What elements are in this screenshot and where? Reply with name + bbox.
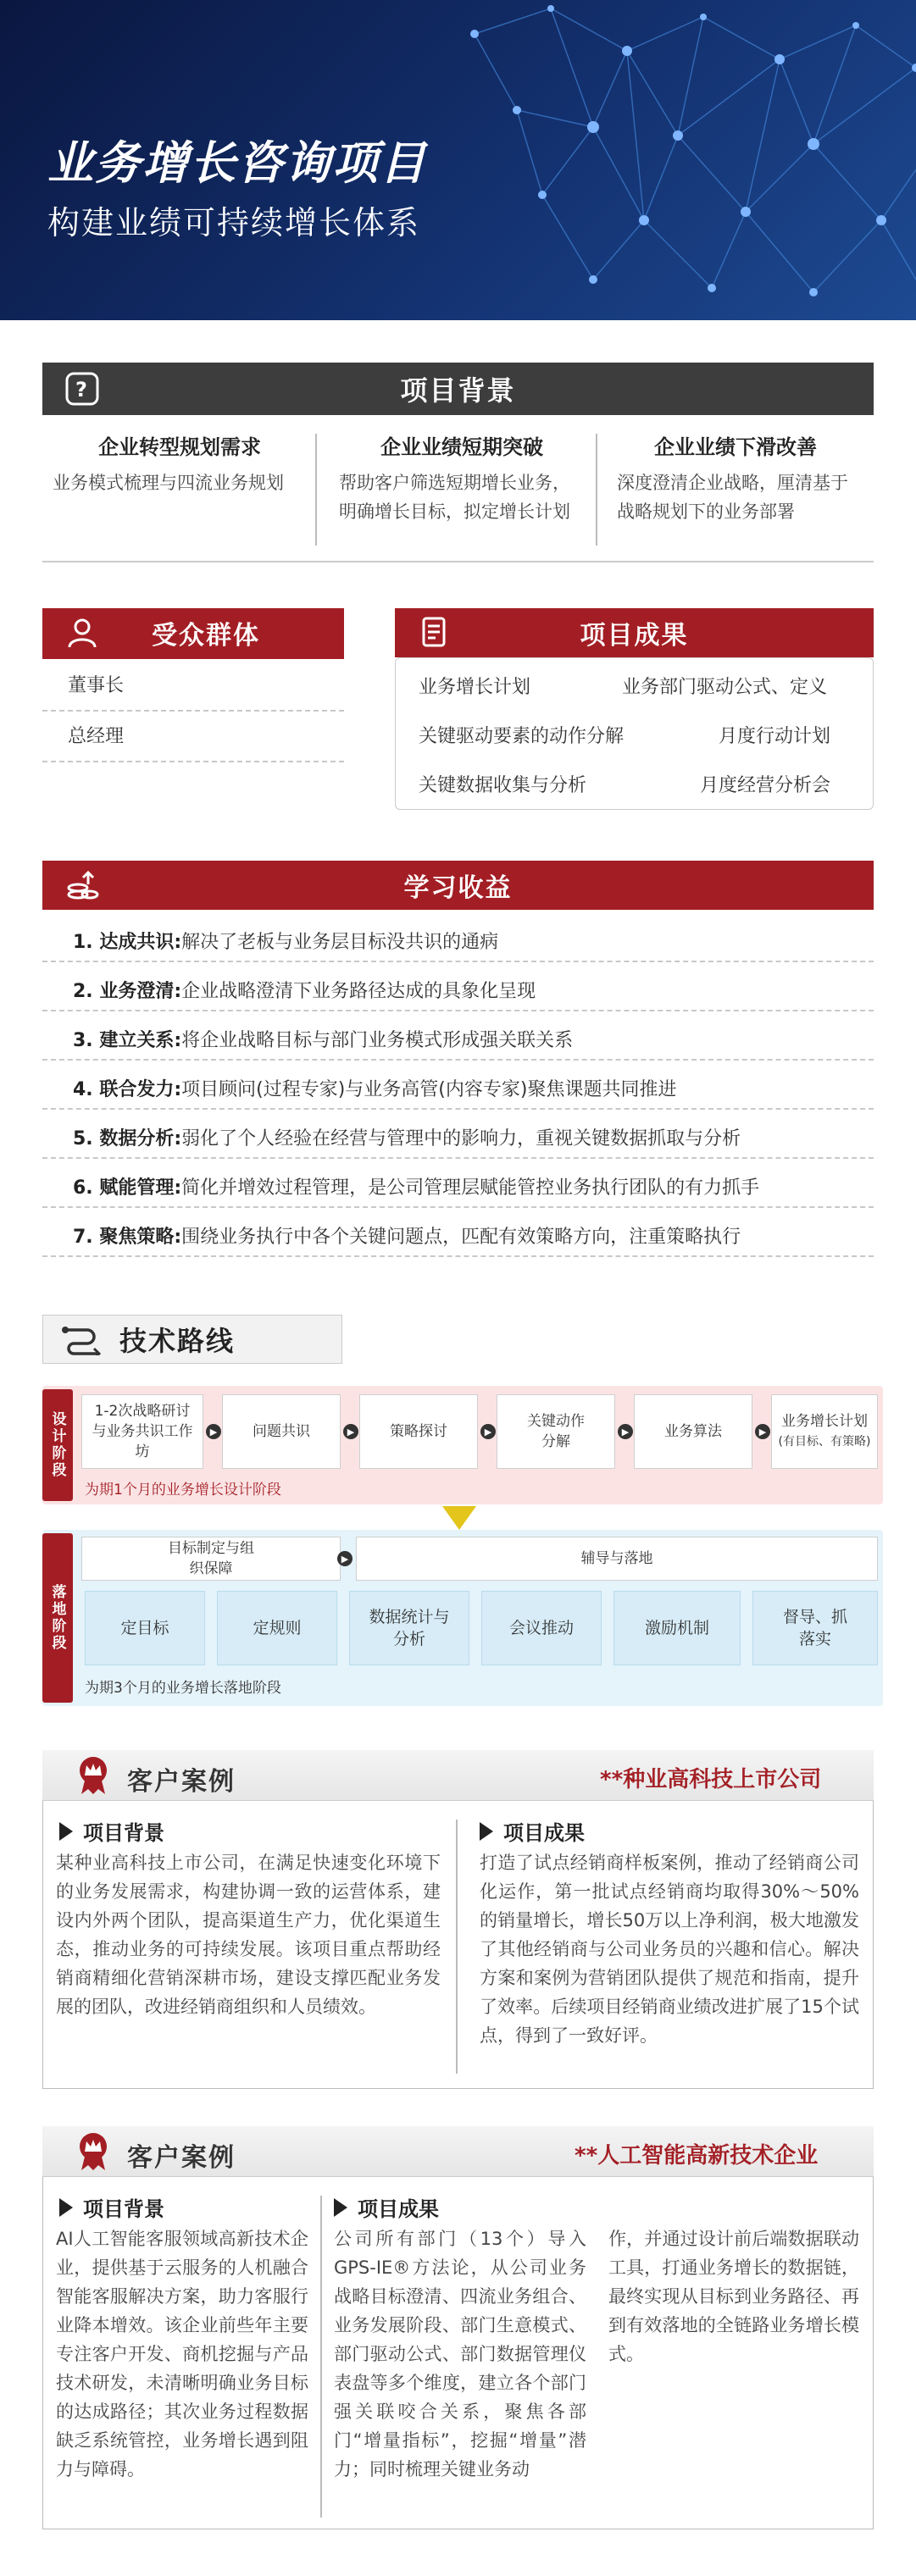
- arrow-down-icon: [442, 1506, 476, 1530]
- divider: [42, 710, 344, 712]
- gains-banner: [42, 861, 874, 910]
- gain-item: [73, 1069, 869, 1106]
- divider: [42, 1255, 874, 1257]
- gain-text: 企业战略澄清下业务路径达成的具象化呈现: [181, 980, 536, 1002]
- page-subtitle: 构建业绩可持续增长体系: [47, 204, 421, 241]
- audience-banner: [42, 608, 344, 657]
- background-column-2: [339, 430, 585, 526]
- case-1-result-heading: 项目成果: [480, 1816, 585, 1846]
- gain-label: 3. 建立关系:: [73, 1029, 182, 1051]
- impl-step-3: 数据统计与分析: [349, 1591, 469, 1665]
- case-2-result-text-a: 公司所有部门（13个）导入GPS-IE®方法论，从公司业务战略目标澄清、四流业务组合、业务发展阶段、部门生意模式、部门驱动公式、部门数据管理仪表盘等多个维度，建立各个部门强关联咬合关系，聚焦各部门“增量指标”，挖掘“增量”潜力；同时梳理关键业务动: [334, 2229, 586, 2479]
- impl-step-2: 定规则: [217, 1591, 337, 1665]
- design-phase-label: 设计阶段: [42, 1389, 73, 1501]
- results-item: 月度经营分析会: [700, 775, 831, 796]
- arrow-right-icon: ▶: [343, 1424, 358, 1439]
- section-divider: [42, 561, 874, 562]
- divider: [42, 1157, 874, 1159]
- results-item: 月度行动计划: [719, 726, 831, 747]
- gain-label: 1. 达成共识:: [73, 931, 182, 953]
- gain-text: 解决了老板与业务层目标没共识的通病: [181, 931, 499, 953]
- case-1-title: 客户案例: [127, 1767, 236, 1797]
- gain-label: 7. 聚焦策略:: [73, 1226, 182, 1248]
- case-1-bg-heading: 项目背景: [59, 1816, 164, 1846]
- column-heading: 企业业绩短期突破: [380, 435, 543, 459]
- arrow-right-icon: ▶: [206, 1424, 221, 1439]
- impl-step-5: 激励机制: [613, 1591, 741, 1665]
- results-item: 关键数据收集与分析: [419, 775, 587, 796]
- audience-title: 受众群体: [152, 621, 260, 651]
- divider: [42, 761, 344, 762]
- gain-text: 项目顾问(过程专家)与业务高管(内容专家)聚焦课题共同推进: [181, 1078, 677, 1100]
- impl-step-6: 督导、抓落实: [752, 1591, 878, 1665]
- background-title: 项目背景: [400, 374, 516, 407]
- case-2-result-text-b: 作，并通过设计前后端数据联动工具，打通业务增长的数据链，最终实现从目标到业务路径、再到有效落地的全链路业务增长模式。: [608, 2229, 859, 2364]
- audience-item: 总经理: [68, 726, 125, 747]
- gain-text: 弱化了个人经验在经营与管理中的影响力，重视关键数据抓取与分析: [181, 1127, 741, 1150]
- gain-item: [73, 1020, 869, 1057]
- design-step-4: 关键动作分解: [497, 1394, 615, 1469]
- design-step-6: 业务增长计划 (有目标、有策略): [771, 1394, 878, 1469]
- gain-text: 围绕业务执行中各个关键问题点，匹配有效策略方向，注重策略执行: [181, 1226, 741, 1248]
- route-icon: [62, 1323, 103, 1355]
- gain-label: 4. 联合发力:: [73, 1078, 182, 1100]
- divider: [42, 1206, 874, 1208]
- implementation-phase-label: 落地阶段: [42, 1533, 73, 1703]
- impl-top-1: 目标制定与组织保障: [81, 1537, 341, 1581]
- hero-banner: [0, 0, 916, 320]
- gain-label: 5. 数据分析:: [73, 1127, 182, 1150]
- arrow-right-icon: ▶: [480, 1424, 496, 1439]
- gain-item: [73, 1167, 869, 1205]
- arrow-right-icon: ▶: [618, 1424, 633, 1439]
- tech-title: 技术路线: [119, 1325, 236, 1357]
- gain-text: 简化并增效过程管理，是公司管理层赋能管控业务执行团队的有力抓手: [181, 1177, 760, 1199]
- results-item: 业务增长计划: [419, 677, 531, 698]
- implementation-phase-caption: 为期3个月的业务增长落地阶段: [85, 1680, 281, 1697]
- crown-badge-icon: [76, 1755, 110, 1796]
- design-step-2: 问题共识: [222, 1394, 341, 1469]
- gain-item: [73, 922, 869, 959]
- column-text: 深度澄清企业战略，厘清基于战略规划下的业务部署: [617, 473, 848, 522]
- page-title: 业务增长咨询项目: [47, 136, 427, 190]
- tech-banner: [42, 1315, 342, 1364]
- divider: [42, 657, 344, 659]
- impl-step-1: 定目标: [85, 1591, 205, 1665]
- divider: [42, 961, 874, 962]
- results-item: 关键驱动要素的动作分解: [419, 726, 625, 747]
- case-2-title: 客户案例: [127, 2143, 236, 2173]
- results-item: 业务部门驱动公式、定义: [622, 677, 828, 698]
- question-icon: [64, 371, 100, 407]
- arrow-right-icon: ▶: [337, 1551, 353, 1566]
- design-step-5: 业务算法: [634, 1394, 752, 1469]
- case-1-tag: **种业高科技上市公司: [600, 1767, 822, 1792]
- design-step-1: 1-2次战略研讨与业务共识工作坊: [81, 1394, 203, 1469]
- case-1-result-text: 打造了试点经销商样板案例，推动了经销商公司化运作，第一批试点经销商均取得30%～50%的销量增长，增长50万以上净利润，极大地激发了其他经销商与公司业务员的兴趣和信心。解决方案和案例为营销团队提供了规范和指南，提升了效率。后续项目经销商业绩改进扩展了15个试点，得到了一致好评。: [480, 1853, 859, 2046]
- results-banner: [395, 608, 874, 657]
- column-heading: 企业业绩下滑改善: [654, 435, 817, 459]
- divider: [320, 2196, 322, 2518]
- gain-item: [73, 1118, 869, 1155]
- gain-label: 2. 业务澄清:: [73, 980, 182, 1002]
- audience-item: 董事长: [68, 675, 125, 696]
- gain-label: 6. 赋能管理:: [73, 1177, 182, 1199]
- column-heading: 企业转型规划需求: [98, 435, 261, 459]
- background-column-3: [617, 430, 854, 526]
- gains-title: 学习收益: [403, 873, 513, 903]
- divider: [315, 434, 317, 546]
- impl-step-4: 会议推动: [481, 1591, 602, 1665]
- document-icon: [417, 615, 452, 651]
- arrow-right-icon: ▶: [755, 1424, 770, 1439]
- user-icon: [64, 615, 100, 651]
- gain-item: [73, 971, 869, 1008]
- divider: [596, 434, 597, 546]
- divider: [42, 1059, 874, 1061]
- case-2-result-heading: 项目成果: [334, 2192, 439, 2222]
- impl-top-2: 辅导与落地: [356, 1537, 878, 1581]
- results-title: 项目成果: [580, 621, 689, 651]
- design-phase-caption: 为期1个月的业务增长设计阶段: [85, 1482, 281, 1499]
- background-column-1: [53, 430, 307, 497]
- crown-badge-icon: [76, 2131, 110, 2172]
- design-step-3: 策略探讨: [359, 1394, 478, 1469]
- gain-item: [73, 1216, 869, 1254]
- case-2-bg-heading: 项目背景: [59, 2192, 164, 2222]
- svg-text:?: ?: [75, 378, 89, 402]
- gain-text: 将企业战略目标与部门业务模式形成强关联关系: [181, 1029, 574, 1051]
- coins-icon: [64, 867, 100, 903]
- column-text: 业务模式梳理与四流业务规划: [53, 473, 284, 493]
- divider: [42, 1010, 874, 1011]
- case-1-bg-text: 某种业高科技上市公司，在满足快速变化环境下的业务发展需求，构建协调一致的运营体系，建设内外两个团队，提高渠道生产力，优化渠道生态，推动业务的可持续发展。该项目重点帮助经销商精细化营销深耕市场，建设支撑匹配业务发展的团队，改进经销商组织和人员绩效。: [56, 1853, 441, 2017]
- case-2-tag: **人工智能高新技术企业: [575, 2143, 819, 2169]
- case-2-bg-text: AI人工智能客服领域高新技术企业，提供基于云服务的人机融合智能客服解决方案，助力客服行业降本增效。该企业前些年主要专注客户开发、商机挖掘与产品技术研发，未清晰明确业务目标的达成路径；其次业务过程数据缺乏系统管控，业务增长遇到阻力与障碍。: [56, 2229, 308, 2479]
- divider: [456, 1820, 458, 2074]
- divider: [42, 1108, 874, 1110]
- background-banner: [42, 363, 874, 415]
- column-text: 帮助客户筛选短期增长业务，明确增长目标，拟定增长计划: [339, 473, 570, 522]
